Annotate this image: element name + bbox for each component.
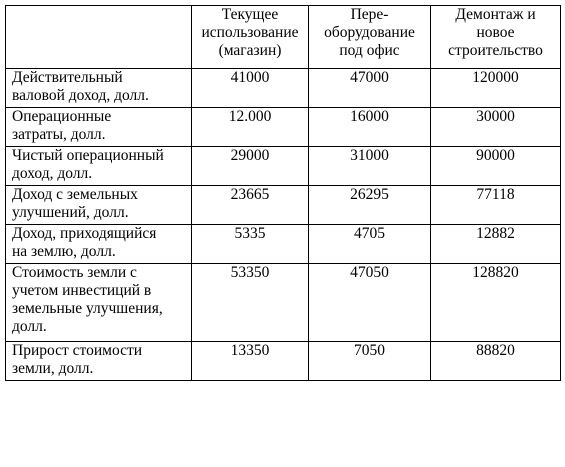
value-cell: 23665	[192, 186, 309, 225]
value-cell: 4705	[309, 225, 431, 264]
value-cell: 77118	[431, 186, 561, 225]
row-label: Доход, приходящийся на землю, долл.	[6, 225, 192, 264]
comparison-table	[5, 5, 561, 381]
value-cell: 7050	[309, 342, 431, 381]
header-new-construction: Демонтаж и новое строительство	[431, 6, 561, 69]
row-label: Чистый операционный доход, долл.	[6, 147, 192, 186]
value-cell: 90000	[431, 147, 561, 186]
row-label: Доход с земельных улучшений, долл.	[6, 186, 192, 225]
value-cell: 128820	[431, 264, 561, 342]
value-cell: 16000	[309, 108, 431, 147]
table-row	[6, 186, 561, 225]
table-row	[6, 342, 561, 381]
value-cell: 41000	[192, 69, 309, 108]
value-cell: 88820	[431, 342, 561, 381]
value-cell: 29000	[192, 147, 309, 186]
row-label: Стоимость земли с учетом инвестиций в земельные улучшения, долл.	[6, 264, 192, 342]
table-row	[6, 69, 561, 108]
value-cell: 12.000	[192, 108, 309, 147]
table-row	[6, 264, 561, 342]
row-label: Прирост стоимости земли, долл.	[6, 342, 192, 381]
value-cell: 47000	[309, 69, 431, 108]
table-row	[6, 147, 561, 186]
value-cell: 26295	[309, 186, 431, 225]
value-cell: 120000	[431, 69, 561, 108]
row-label: Операционные затраты, долл.	[6, 108, 192, 147]
header-current-use: Текущее использование (магазин)	[192, 6, 309, 69]
value-cell: 30000	[431, 108, 561, 147]
value-cell: 31000	[309, 147, 431, 186]
table-row	[6, 108, 561, 147]
value-cell: 53350	[192, 264, 309, 342]
table-row	[6, 225, 561, 264]
row-label: Действительный валовой доход, долл.	[6, 69, 192, 108]
value-cell: 5335	[192, 225, 309, 264]
table-header-row	[6, 6, 561, 69]
header-office-conversion: Пере- оборудование под офис	[309, 6, 431, 69]
value-cell: 13350	[192, 342, 309, 381]
value-cell: 47050	[309, 264, 431, 342]
value-cell: 12882	[431, 225, 561, 264]
header-corner-cell	[6, 6, 192, 69]
